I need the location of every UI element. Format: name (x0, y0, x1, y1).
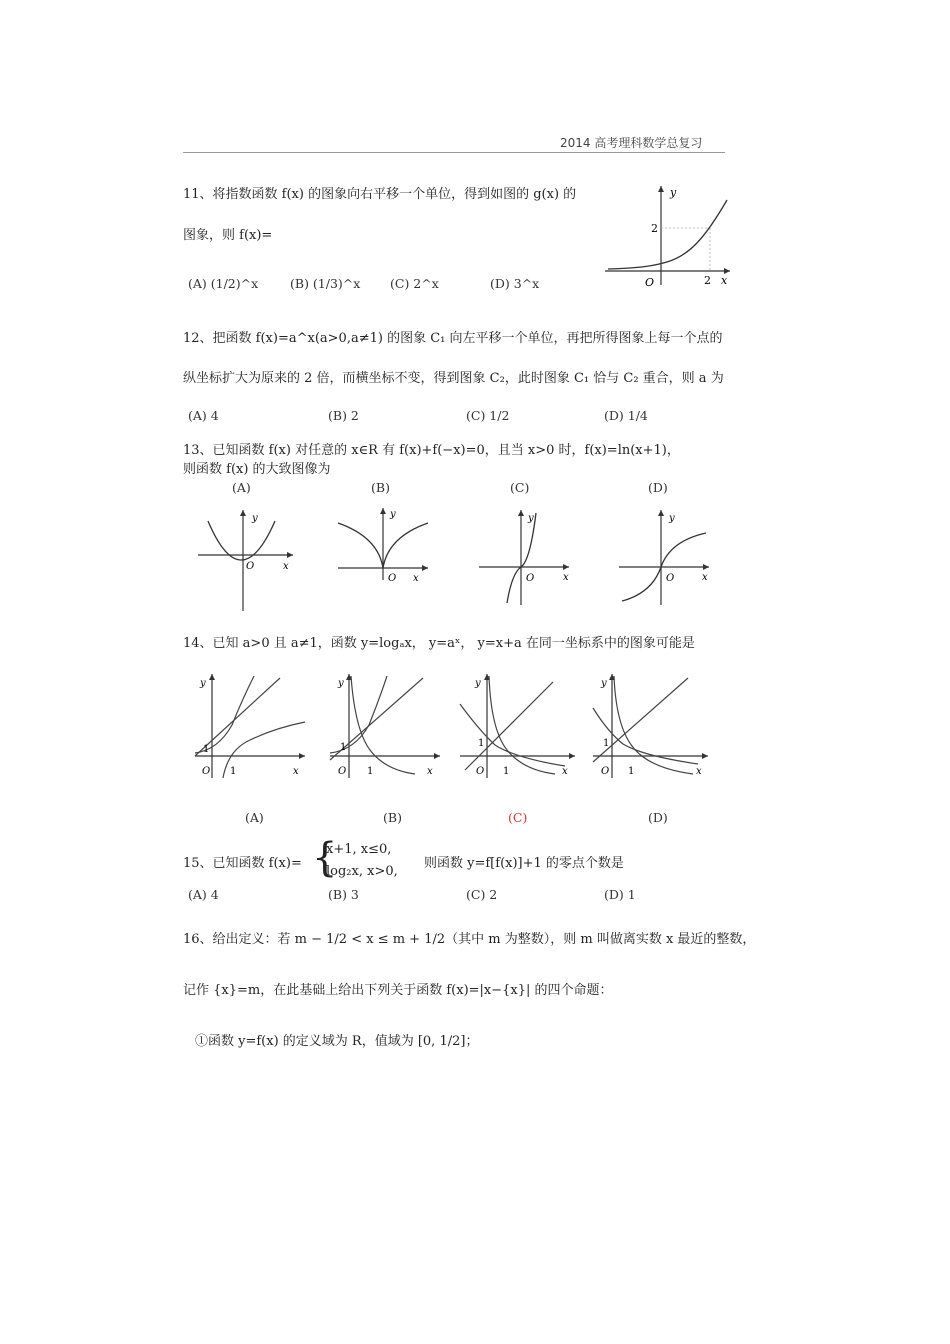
q14-a-x-label: x (293, 766, 299, 777)
q15-lead: 15、已知函数 f(x)= (183, 856, 302, 871)
q13-d-origin: O (666, 573, 675, 584)
q13-a-origin: O (246, 561, 255, 572)
q14-c-x-label: x (562, 766, 568, 777)
q13-graph-a (193, 505, 303, 617)
q15-option-a: (A) 4 (188, 887, 219, 902)
q13-a-y-label: y (252, 513, 258, 524)
q14-b-origin: O (338, 766, 347, 777)
header-rule (183, 152, 725, 153)
q13-b-origin: O (388, 573, 397, 584)
q13-b-x-label: x (413, 573, 419, 584)
q14-d-one-y: 1 (603, 738, 610, 749)
q13-d-x-label: x (702, 572, 708, 583)
q11-option-a: (A) (1/2)^x (188, 276, 259, 291)
q14-a-y-label: y (200, 678, 206, 689)
q14-c-one-y: 1 (478, 738, 485, 749)
q12-line2: 纵坐标扩大为原来的 2 倍，而横坐标不变，得到图象 C₂，此时图象 C₁ 恰与 C₂ 重合，则 a 为 (183, 371, 724, 386)
q13-c-origin: O (526, 573, 535, 584)
q15-case2: log₂x, x>0, (326, 864, 398, 879)
q14-graph-b (325, 670, 445, 782)
q13-graph-d (614, 505, 714, 607)
q14-graph-c (455, 670, 580, 782)
q14-graph-a (190, 670, 310, 782)
q14-b-one-y: 1 (340, 742, 347, 753)
q15-case1: x+1, x≤0, (326, 842, 392, 857)
q13-label-c: (C) (510, 480, 530, 495)
q13-label-d: (D) (648, 480, 668, 495)
q11-option-d: (D) 3^x (490, 276, 540, 291)
q13-line1: 13、已知函数 f(x) 对任意的 x∈R 有 f(x)+f(−x)=0，且当 x>0 时，f(x)=ln(x+1)， (183, 443, 680, 458)
q12-line1: 12、把函数 f(x)=a^x(a>0,a≠1) 的图象 C₁ 向左平移一个单位，再把所得图象上每一个点的 (183, 331, 723, 346)
q13-c-y-label: y (528, 513, 534, 524)
q15-tail: 则函数 y=f[f(x)]+1 的零点个数是 (424, 856, 624, 871)
q12-option-d: (D) 1/4 (604, 408, 648, 423)
header-title: 2014 高考理科数学总复习 (560, 136, 703, 150)
q11-graph-x-label: x (721, 274, 728, 287)
q13-line2: 则函数 f(x) 的大致图像为 (183, 462, 331, 477)
q13-label-a: (A) (232, 480, 251, 495)
q16-line2: 记作 {x}=m，在此基础上给出下列关于函数 f(x)=|x−{x}| 的四个命题： (183, 983, 613, 998)
q12-option-a: (A) 4 (188, 408, 219, 423)
q13-graph-b (333, 505, 433, 585)
q14-b-one-x: 1 (367, 766, 374, 777)
q13-a-x-label: x (283, 561, 289, 572)
q14-label-c-highlighted: (C) (508, 810, 528, 825)
q14-label-a: (A) (245, 810, 264, 825)
q11-option-c: (C) 2^x (390, 276, 439, 291)
q14-b-y-label: y (338, 678, 344, 689)
q15-option-c: (C) 2 (466, 887, 498, 902)
q14-c-origin: O (476, 766, 485, 777)
q16-line1: 16、给出定义：若 m − 1/2 < x ≤ m + 1/2（其中 m 为整数），则 m 叫做离实数 x 最近的整数， (183, 932, 756, 947)
q11-graph-y-label: y (670, 186, 677, 199)
q14-c-y-label: y (475, 678, 481, 689)
q11-graph-tick-y: 2 (651, 222, 658, 235)
q12-option-b: (B) 2 (328, 408, 359, 423)
q13-label-b: (B) (371, 480, 390, 495)
q14-d-y-label: y (601, 678, 607, 689)
q15-option-d: (D) 1 (604, 887, 636, 902)
q14-label-d: (D) (648, 810, 668, 825)
q14-c-one-x: 1 (503, 766, 510, 777)
q12-option-c: (C) 1/2 (466, 408, 510, 423)
q15-option-b: (B) 3 (328, 887, 359, 902)
q16-line3: ①函数 y=f(x) 的定义域为 R，值域为 [0, 1/2]； (195, 1034, 479, 1049)
q15-brace: { (312, 835, 338, 881)
q14-a-origin: O (202, 766, 211, 777)
q14-label-b: (B) (383, 810, 402, 825)
q11-option-b: (B) (1/3)^x (290, 276, 361, 291)
q11-graph-origin: O (645, 276, 655, 289)
q13-d-y-label: y (669, 513, 675, 524)
q14-d-one-x: 1 (628, 766, 635, 777)
q13-b-y-label: y (390, 509, 396, 520)
q14-b-x-label: x (427, 766, 433, 777)
q14-line1: 14、已知 a>0 且 a≠1，函数 y=logₐx， y=aˣ， y=x+a 在同一坐标系中的图象可能是 (183, 636, 695, 651)
q14-graph-d (588, 670, 713, 782)
q14-d-origin: O (601, 766, 610, 777)
q11-line1: 11、将指数函数 f(x) 的图象向右平移一个单位，得到如图的 g(x) 的 (183, 187, 577, 202)
q11-graph-tick-x: 2 (704, 274, 711, 287)
q14-a-one-x: 1 (230, 766, 237, 777)
q14-a-one-y: 1 (203, 744, 210, 755)
q14-d-x-label: x (696, 766, 702, 777)
q11-line2: 图象，则 f(x)= (183, 228, 273, 243)
q11-graph (600, 180, 735, 290)
q13-graph-c (474, 505, 574, 607)
q13-c-x-label: x (563, 572, 569, 583)
